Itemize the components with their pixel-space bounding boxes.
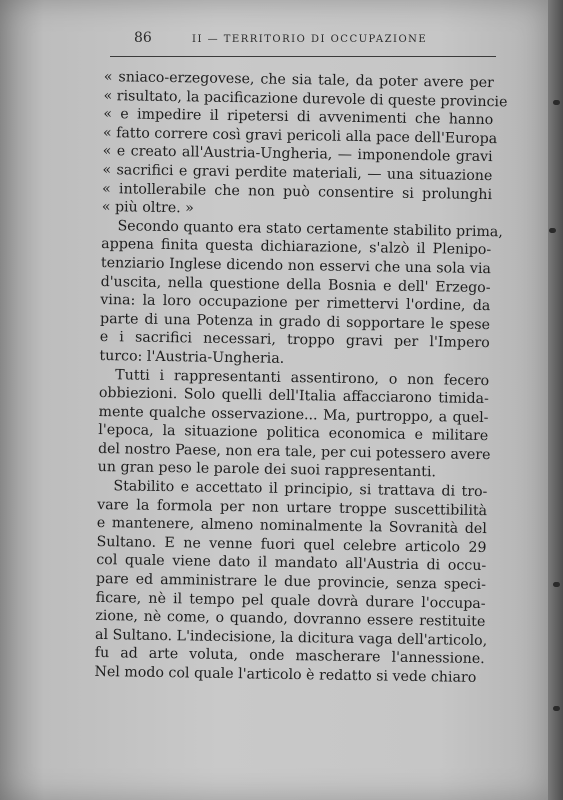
body-text bbox=[94, 68, 508, 688]
text-line: « e creato all'Austria-Ungheria, — imponendole gravi bbox=[102, 143, 493, 166]
binding-mark bbox=[553, 100, 560, 105]
text-line: « sacrifici e gravi perdite materiali, — una situazione bbox=[102, 161, 493, 185]
page-header bbox=[130, 28, 495, 50]
text-line: vare la formola per non urtare troppe suscettibilità bbox=[97, 496, 488, 519]
text-line: Tutti i rappresentanti assentirono, o non fecero bbox=[115, 366, 490, 389]
text-line: appena finita questa dichiarazione, s'alzò il Plenipo- bbox=[101, 236, 492, 259]
running-title: II — TERRITORIO DI OCCUPAZIONE bbox=[192, 34, 428, 45]
text-line: « più oltre. » bbox=[101, 199, 195, 217]
text-line: parte di una Potenza in grado di sopportare le spese bbox=[99, 310, 491, 333]
text-line: del nostro Paese, non era tale, per cui potessero avere bbox=[97, 440, 491, 463]
binding-mark bbox=[553, 582, 560, 587]
page-number: 86 bbox=[134, 30, 152, 46]
header-rule bbox=[110, 56, 496, 57]
text-line: vina: la loro occupazione per rimettervi l'ordine, da bbox=[100, 292, 491, 315]
text-line: « sniaco-erzegovese, che sia tale, da poter avere per bbox=[103, 68, 494, 92]
binding-mark bbox=[549, 228, 556, 233]
text-line: un gran peso le parole dei suoi rappresentanti. bbox=[97, 459, 437, 481]
text-line: tenziario Inglese dicendo non esservi che una sola via bbox=[100, 254, 492, 278]
page-edge bbox=[548, 0, 563, 800]
text-line: col quale viene dato il mandato all'Austria di occu- bbox=[96, 552, 487, 575]
text-line: obbiezioni. Solo quelli dell'Italia affacciarono timida- bbox=[98, 385, 489, 408]
text-line: Secondo quanto era stato certamente stabilito prima, bbox=[117, 217, 503, 241]
text-line: Nel modo col quale l'articolo è redatto si vede chiaro bbox=[94, 663, 477, 686]
text-line: « risultato, la pacificazione durevole di queste provincie bbox=[103, 87, 508, 110]
text-line: e mantenere, almeno nominalmente la Sovranità del bbox=[96, 515, 487, 538]
text-line: pare ed amministrare le due provincie, senza speci- bbox=[95, 570, 487, 594]
text-line: mente qualche osservazione... Ma, purtroppo, a quel- bbox=[98, 403, 489, 426]
text-line: fu ad arte voluta, onde mascherare l'annessione. bbox=[94, 645, 485, 668]
text-line: turco: l'Austria-Ungheria. bbox=[99, 347, 285, 367]
text-line: e i sacrifici necessari, troppo gravi per l'Impero bbox=[99, 329, 490, 352]
text-line: l'epoca, la situazione politica economica e militare bbox=[98, 422, 489, 445]
text-line: Sultano. E ne venne fuori quel celebre articolo 29 bbox=[96, 533, 487, 556]
text-line: al Sultano. L'indecisione, la dicitura vaga dell'articolo, bbox=[94, 626, 488, 649]
binding-mark bbox=[553, 706, 560, 711]
text-line: « e impedire il ripetersi di avvenimenti che hanno bbox=[103, 106, 494, 129]
text-line: zione, nè come, o quando, dovranno essere restituite bbox=[95, 608, 486, 631]
text-line: Stabilito e accettato il principio, si trattava di tro- bbox=[113, 478, 488, 501]
text-line: « fatto correre così gravi pericoli alla pace dell'Europa bbox=[102, 124, 498, 147]
text-line: ficare, nè il tempo pel quale dovrà durare l'occupa- bbox=[95, 589, 486, 612]
text-line: « intollerabile che non può consentire si prolunghi bbox=[101, 180, 493, 203]
text-line: d'uscita, nella questione della Bosnia e dell' Erzego- bbox=[100, 273, 491, 296]
